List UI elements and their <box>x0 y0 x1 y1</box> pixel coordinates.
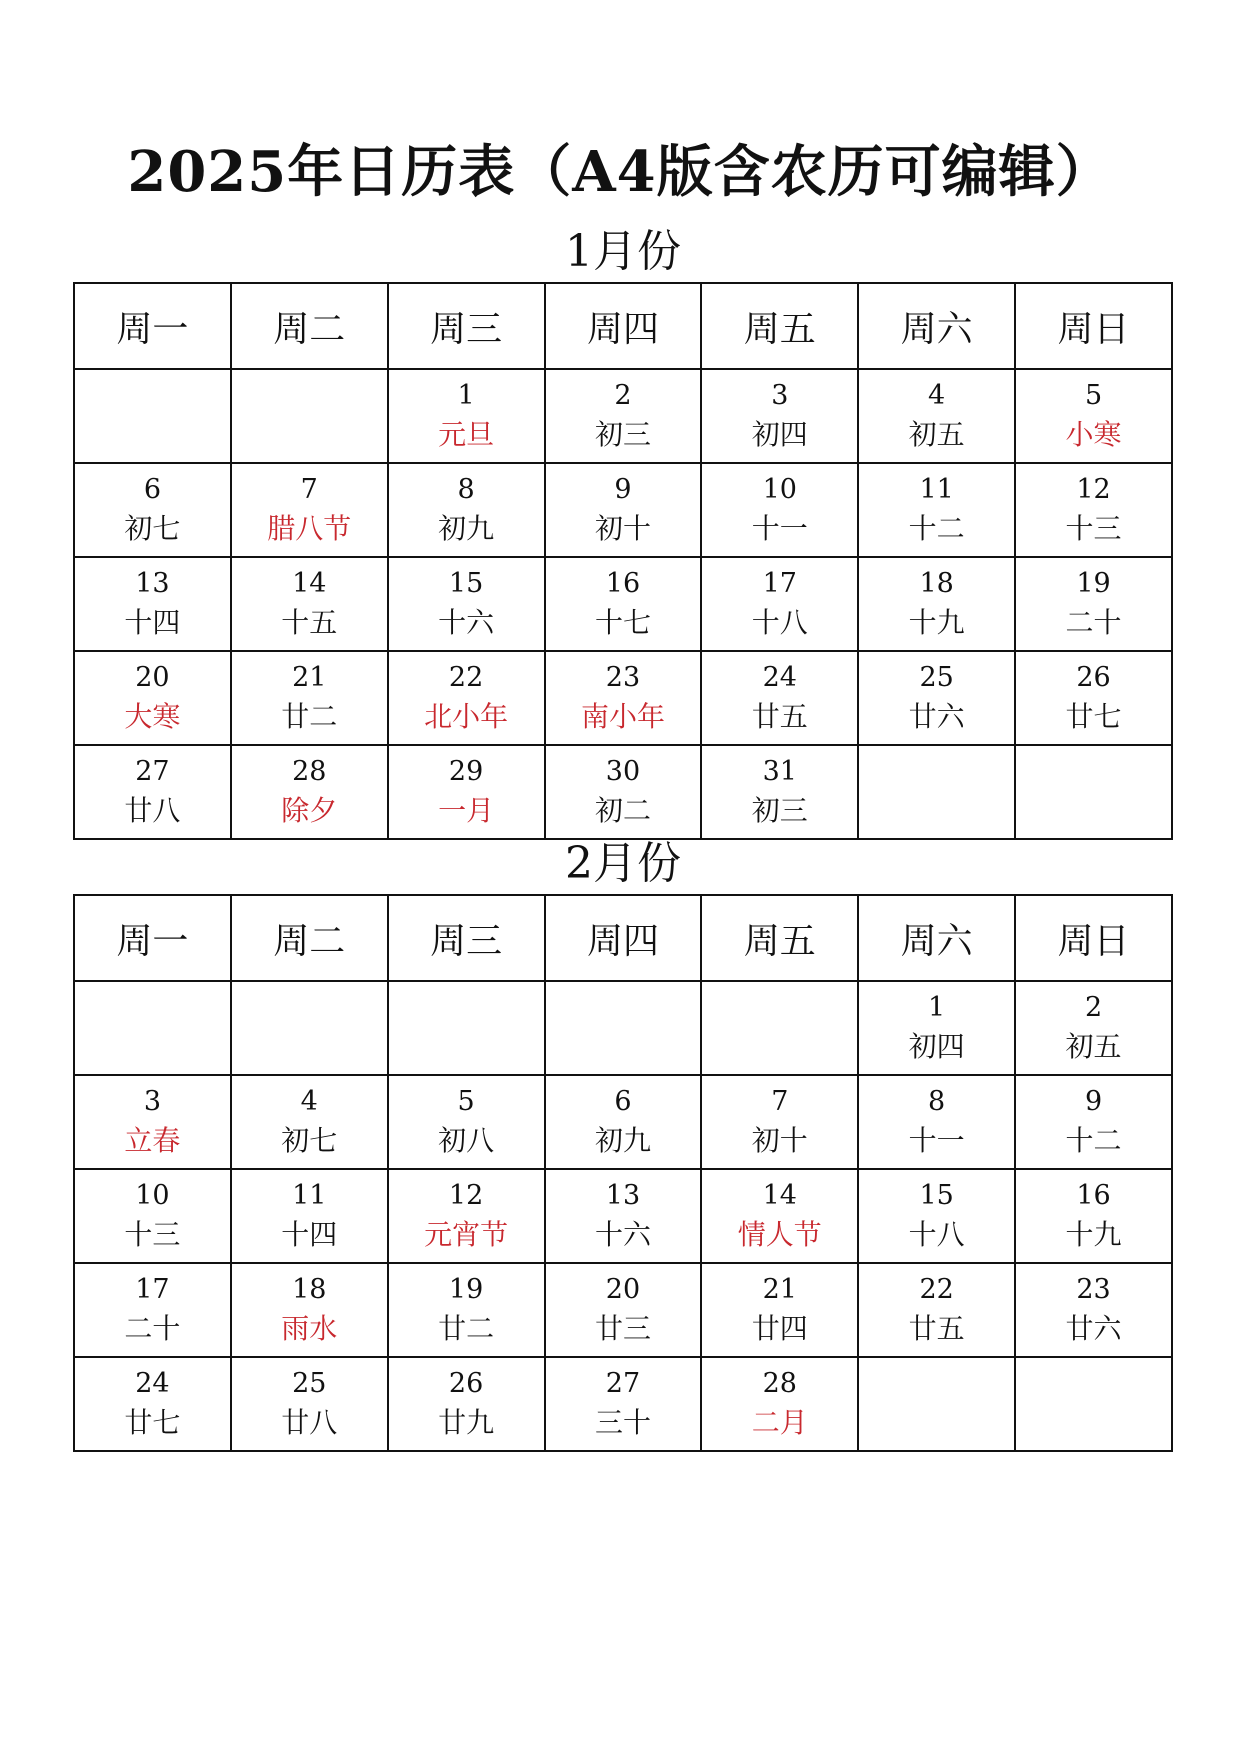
day-number: 7 <box>771 1086 789 1117</box>
lunar-date: 十三 <box>1065 512 1122 545</box>
day-number: 28 <box>762 1368 797 1399</box>
day-cell <box>701 1169 858 1263</box>
day-cell <box>74 557 231 651</box>
lunar-date: 廿六 <box>1065 1312 1122 1345</box>
weekday-header: 周一 <box>74 283 231 369</box>
day-cell <box>388 369 545 463</box>
day-cell <box>701 745 858 839</box>
day-cell <box>858 981 1015 1075</box>
day-number: 18 <box>919 568 954 599</box>
weekday-header: 周五 <box>701 283 858 369</box>
day-number: 25 <box>292 1368 327 1399</box>
day-number: 8 <box>928 1086 946 1117</box>
lunar-date: 十二 <box>908 512 965 545</box>
day-number: 18 <box>292 1274 327 1305</box>
calendar-table <box>73 894 1173 1452</box>
holiday-label: 元宵节 <box>424 1218 509 1251</box>
lunar-date: 十九 <box>1065 1218 1122 1251</box>
empty-day-cell <box>388 981 545 1075</box>
lunar-date: 廿五 <box>908 1312 965 1345</box>
day-number: 30 <box>605 756 641 787</box>
lunar-date: 十三 <box>124 1218 181 1251</box>
day-cell <box>74 463 231 557</box>
lunar-date: 初五 <box>1065 1030 1122 1063</box>
day-number: 24 <box>762 662 797 693</box>
day-number: 24 <box>135 1368 170 1399</box>
day-cell <box>545 557 702 651</box>
holiday-label: 情人节 <box>737 1218 822 1251</box>
day-number: 12 <box>1076 474 1111 505</box>
day-number: 20 <box>605 1274 641 1305</box>
day-cell <box>1015 981 1172 1075</box>
day-cell <box>231 1075 388 1169</box>
day-cell <box>74 651 231 745</box>
day-cell <box>74 1263 231 1357</box>
day-number: 13 <box>605 1180 641 1211</box>
month-title: 2月份 <box>565 838 681 889</box>
weekday-header: 周四 <box>545 283 702 369</box>
day-cell <box>701 1357 858 1451</box>
empty-day-cell <box>1015 1357 1172 1451</box>
holiday-label: 元旦 <box>438 418 495 451</box>
empty-day-cell <box>74 369 231 463</box>
day-cell <box>545 745 702 839</box>
page-title: 2025年日历表（A4版含农历可编辑） <box>127 139 1113 205</box>
day-cell <box>701 557 858 651</box>
day-number: 22 <box>919 1274 954 1305</box>
day-number: 17 <box>762 568 797 599</box>
day-cell <box>545 1263 702 1357</box>
lunar-date: 初四 <box>908 1030 965 1063</box>
lunar-date: 三十 <box>594 1406 651 1439</box>
lunar-date: 十八 <box>751 606 808 639</box>
weekday-header-row <box>74 283 1172 369</box>
day-number: 20 <box>135 662 170 693</box>
day-cell <box>858 1075 1015 1169</box>
lunar-date: 初八 <box>438 1124 495 1157</box>
day-number: 10 <box>762 474 797 505</box>
day-cell <box>231 1357 388 1451</box>
day-number: 8 <box>457 474 475 505</box>
day-number: 19 <box>448 1274 484 1305</box>
lunar-date: 廿二 <box>281 700 338 733</box>
day-number: 7 <box>300 474 318 505</box>
day-number: 16 <box>1076 1180 1111 1211</box>
weekday-header: 周一 <box>74 895 231 981</box>
calendar-table <box>73 282 1173 840</box>
day-cell <box>388 557 545 651</box>
lunar-date: 十九 <box>908 606 965 639</box>
lunar-date: 廿八 <box>281 1406 338 1439</box>
day-cell <box>545 1169 702 1263</box>
lunar-date: 十四 <box>281 1218 338 1251</box>
week-row <box>74 1075 1172 1169</box>
day-cell <box>74 1357 231 1451</box>
day-number: 3 <box>771 380 789 411</box>
holiday-label: 除夕 <box>281 794 338 827</box>
day-number: 15 <box>919 1180 954 1211</box>
lunar-date: 二十 <box>1065 606 1122 639</box>
day-cell <box>388 1169 545 1263</box>
day-number: 4 <box>300 1086 318 1117</box>
day-number: 16 <box>605 568 641 599</box>
weekday-header: 周三 <box>388 283 545 369</box>
day-number: 2 <box>1084 992 1103 1023</box>
day-cell <box>1015 1263 1172 1357</box>
lunar-date: 十六 <box>594 1218 651 1251</box>
week-row <box>74 981 1172 1075</box>
month-title: 1月份 <box>565 226 681 277</box>
lunar-date: 十五 <box>281 606 338 639</box>
empty-day-cell <box>231 981 388 1075</box>
week-row <box>74 651 1172 745</box>
day-number: 1 <box>928 992 946 1023</box>
day-number: 10 <box>135 1180 170 1211</box>
month-calendar-january <box>73 222 1173 840</box>
day-number: 27 <box>135 756 170 787</box>
day-cell <box>545 369 702 463</box>
day-number: 13 <box>135 568 170 599</box>
holiday-label: 二月 <box>751 1406 808 1439</box>
day-cell <box>74 1075 231 1169</box>
weekday-header: 周二 <box>231 895 388 981</box>
lunar-date: 初七 <box>124 512 181 545</box>
lunar-date: 初九 <box>438 512 495 545</box>
day-number: 4 <box>928 380 946 411</box>
week-row <box>74 745 1172 839</box>
empty-day-cell <box>231 369 388 463</box>
day-cell <box>74 745 231 839</box>
day-cell <box>231 557 388 651</box>
week-row <box>74 557 1172 651</box>
lunar-date: 初九 <box>594 1124 651 1157</box>
lunar-date: 十一 <box>908 1124 965 1157</box>
weekday-header: 周六 <box>858 895 1015 981</box>
lunar-date: 初三 <box>751 794 808 827</box>
lunar-date: 廿六 <box>908 700 965 733</box>
day-cell <box>545 1075 702 1169</box>
lunar-date: 初十 <box>594 512 651 545</box>
day-number: 14 <box>292 568 327 599</box>
weekday-header: 周日 <box>1015 283 1172 369</box>
empty-day-cell <box>701 981 858 1075</box>
weekday-header: 周五 <box>701 895 858 981</box>
day-number: 11 <box>292 1180 327 1211</box>
day-number: 23 <box>1076 1274 1111 1305</box>
lunar-date: 二十 <box>124 1312 181 1345</box>
day-number: 17 <box>135 1274 170 1305</box>
lunar-date: 初十 <box>751 1124 808 1157</box>
lunar-date: 廿七 <box>1065 700 1122 733</box>
lunar-date: 廿四 <box>751 1312 808 1345</box>
day-number: 27 <box>605 1368 641 1399</box>
day-number: 2 <box>614 380 632 411</box>
day-cell <box>545 463 702 557</box>
lunar-date: 十六 <box>438 606 495 639</box>
lunar-date: 廿三 <box>594 1312 651 1345</box>
empty-day-cell <box>74 981 231 1075</box>
lunar-date: 十七 <box>594 606 651 639</box>
empty-day-cell <box>1015 745 1172 839</box>
day-cell <box>701 1075 858 1169</box>
lunar-date: 初四 <box>751 418 808 451</box>
day-cell <box>1015 557 1172 651</box>
day-number: 23 <box>605 662 641 693</box>
day-cell <box>858 369 1015 463</box>
day-cell <box>231 745 388 839</box>
holiday-label: 立春 <box>124 1124 181 1157</box>
day-number: 29 <box>448 756 484 787</box>
day-number: 21 <box>292 662 327 693</box>
day-cell <box>231 1263 388 1357</box>
holiday-label: 一月 <box>438 794 495 827</box>
day-number: 6 <box>614 1086 632 1117</box>
lunar-date: 初二 <box>594 794 651 827</box>
holiday-label: 雨水 <box>281 1312 338 1345</box>
week-row <box>74 369 1172 463</box>
day-number: 21 <box>762 1274 797 1305</box>
lunar-date: 廿九 <box>438 1406 495 1439</box>
lunar-date: 初三 <box>594 418 651 451</box>
day-number: 9 <box>614 474 632 505</box>
day-cell <box>388 745 545 839</box>
weekday-header: 周三 <box>388 895 545 981</box>
day-cell <box>1015 369 1172 463</box>
lunar-date: 初七 <box>281 1124 338 1157</box>
lunar-date: 廿七 <box>124 1406 181 1439</box>
day-number: 22 <box>448 662 484 693</box>
day-cell <box>858 1169 1015 1263</box>
day-number: 26 <box>448 1368 484 1399</box>
day-cell <box>231 1169 388 1263</box>
day-cell <box>1015 1169 1172 1263</box>
day-cell <box>858 557 1015 651</box>
day-cell <box>701 463 858 557</box>
day-number: 3 <box>143 1086 162 1117</box>
lunar-date: 廿八 <box>124 794 181 827</box>
holiday-label: 南小年 <box>580 700 665 733</box>
week-row <box>74 1169 1172 1263</box>
day-number: 26 <box>1076 662 1111 693</box>
lunar-date: 十一 <box>751 512 808 545</box>
day-number: 14 <box>762 1180 797 1211</box>
day-cell <box>701 369 858 463</box>
day-cell <box>1015 1075 1172 1169</box>
day-number: 12 <box>448 1180 484 1211</box>
weekday-header: 周日 <box>1015 895 1172 981</box>
holiday-label: 腊八节 <box>267 512 352 545</box>
lunar-date: 初五 <box>908 418 965 451</box>
day-number: 31 <box>762 756 797 787</box>
day-cell <box>388 1075 545 1169</box>
weekday-header-row <box>74 895 1172 981</box>
day-cell <box>74 1169 231 1263</box>
day-cell <box>1015 651 1172 745</box>
day-number: 28 <box>292 756 327 787</box>
empty-day-cell <box>545 981 702 1075</box>
day-number: 19 <box>1076 568 1111 599</box>
day-cell <box>388 651 545 745</box>
holiday-label: 小寒 <box>1065 418 1122 451</box>
lunar-date: 十八 <box>908 1218 965 1251</box>
day-cell <box>701 1263 858 1357</box>
day-number: 9 <box>1084 1086 1103 1117</box>
weekday-header: 周六 <box>858 283 1015 369</box>
weekday-header: 周二 <box>231 283 388 369</box>
day-cell <box>545 651 702 745</box>
week-row <box>74 1357 1172 1451</box>
lunar-date: 十四 <box>124 606 181 639</box>
day-number: 15 <box>448 568 484 599</box>
day-cell <box>231 463 388 557</box>
day-number: 11 <box>919 474 954 505</box>
day-cell <box>858 463 1015 557</box>
lunar-date: 廿五 <box>751 700 808 733</box>
day-number: 6 <box>143 474 162 505</box>
day-cell <box>388 1263 545 1357</box>
lunar-date: 廿二 <box>438 1312 495 1345</box>
day-cell <box>545 1357 702 1451</box>
day-cell <box>388 463 545 557</box>
empty-day-cell <box>858 1357 1015 1451</box>
day-cell <box>231 651 388 745</box>
day-number: 25 <box>919 662 954 693</box>
week-row <box>74 463 1172 557</box>
week-row <box>74 1263 1172 1357</box>
day-cell <box>858 651 1015 745</box>
day-number: 5 <box>1084 380 1103 411</box>
day-cell <box>701 651 858 745</box>
lunar-date: 十二 <box>1065 1124 1122 1157</box>
month-calendar-february <box>73 834 1173 1452</box>
empty-day-cell <box>858 745 1015 839</box>
day-cell <box>858 1263 1015 1357</box>
day-number: 5 <box>457 1086 475 1117</box>
day-cell <box>388 1357 545 1451</box>
holiday-label: 北小年 <box>424 700 509 733</box>
day-cell <box>1015 463 1172 557</box>
day-number: 1 <box>457 380 475 411</box>
holiday-label: 大寒 <box>124 700 181 733</box>
weekday-header: 周四 <box>545 895 702 981</box>
